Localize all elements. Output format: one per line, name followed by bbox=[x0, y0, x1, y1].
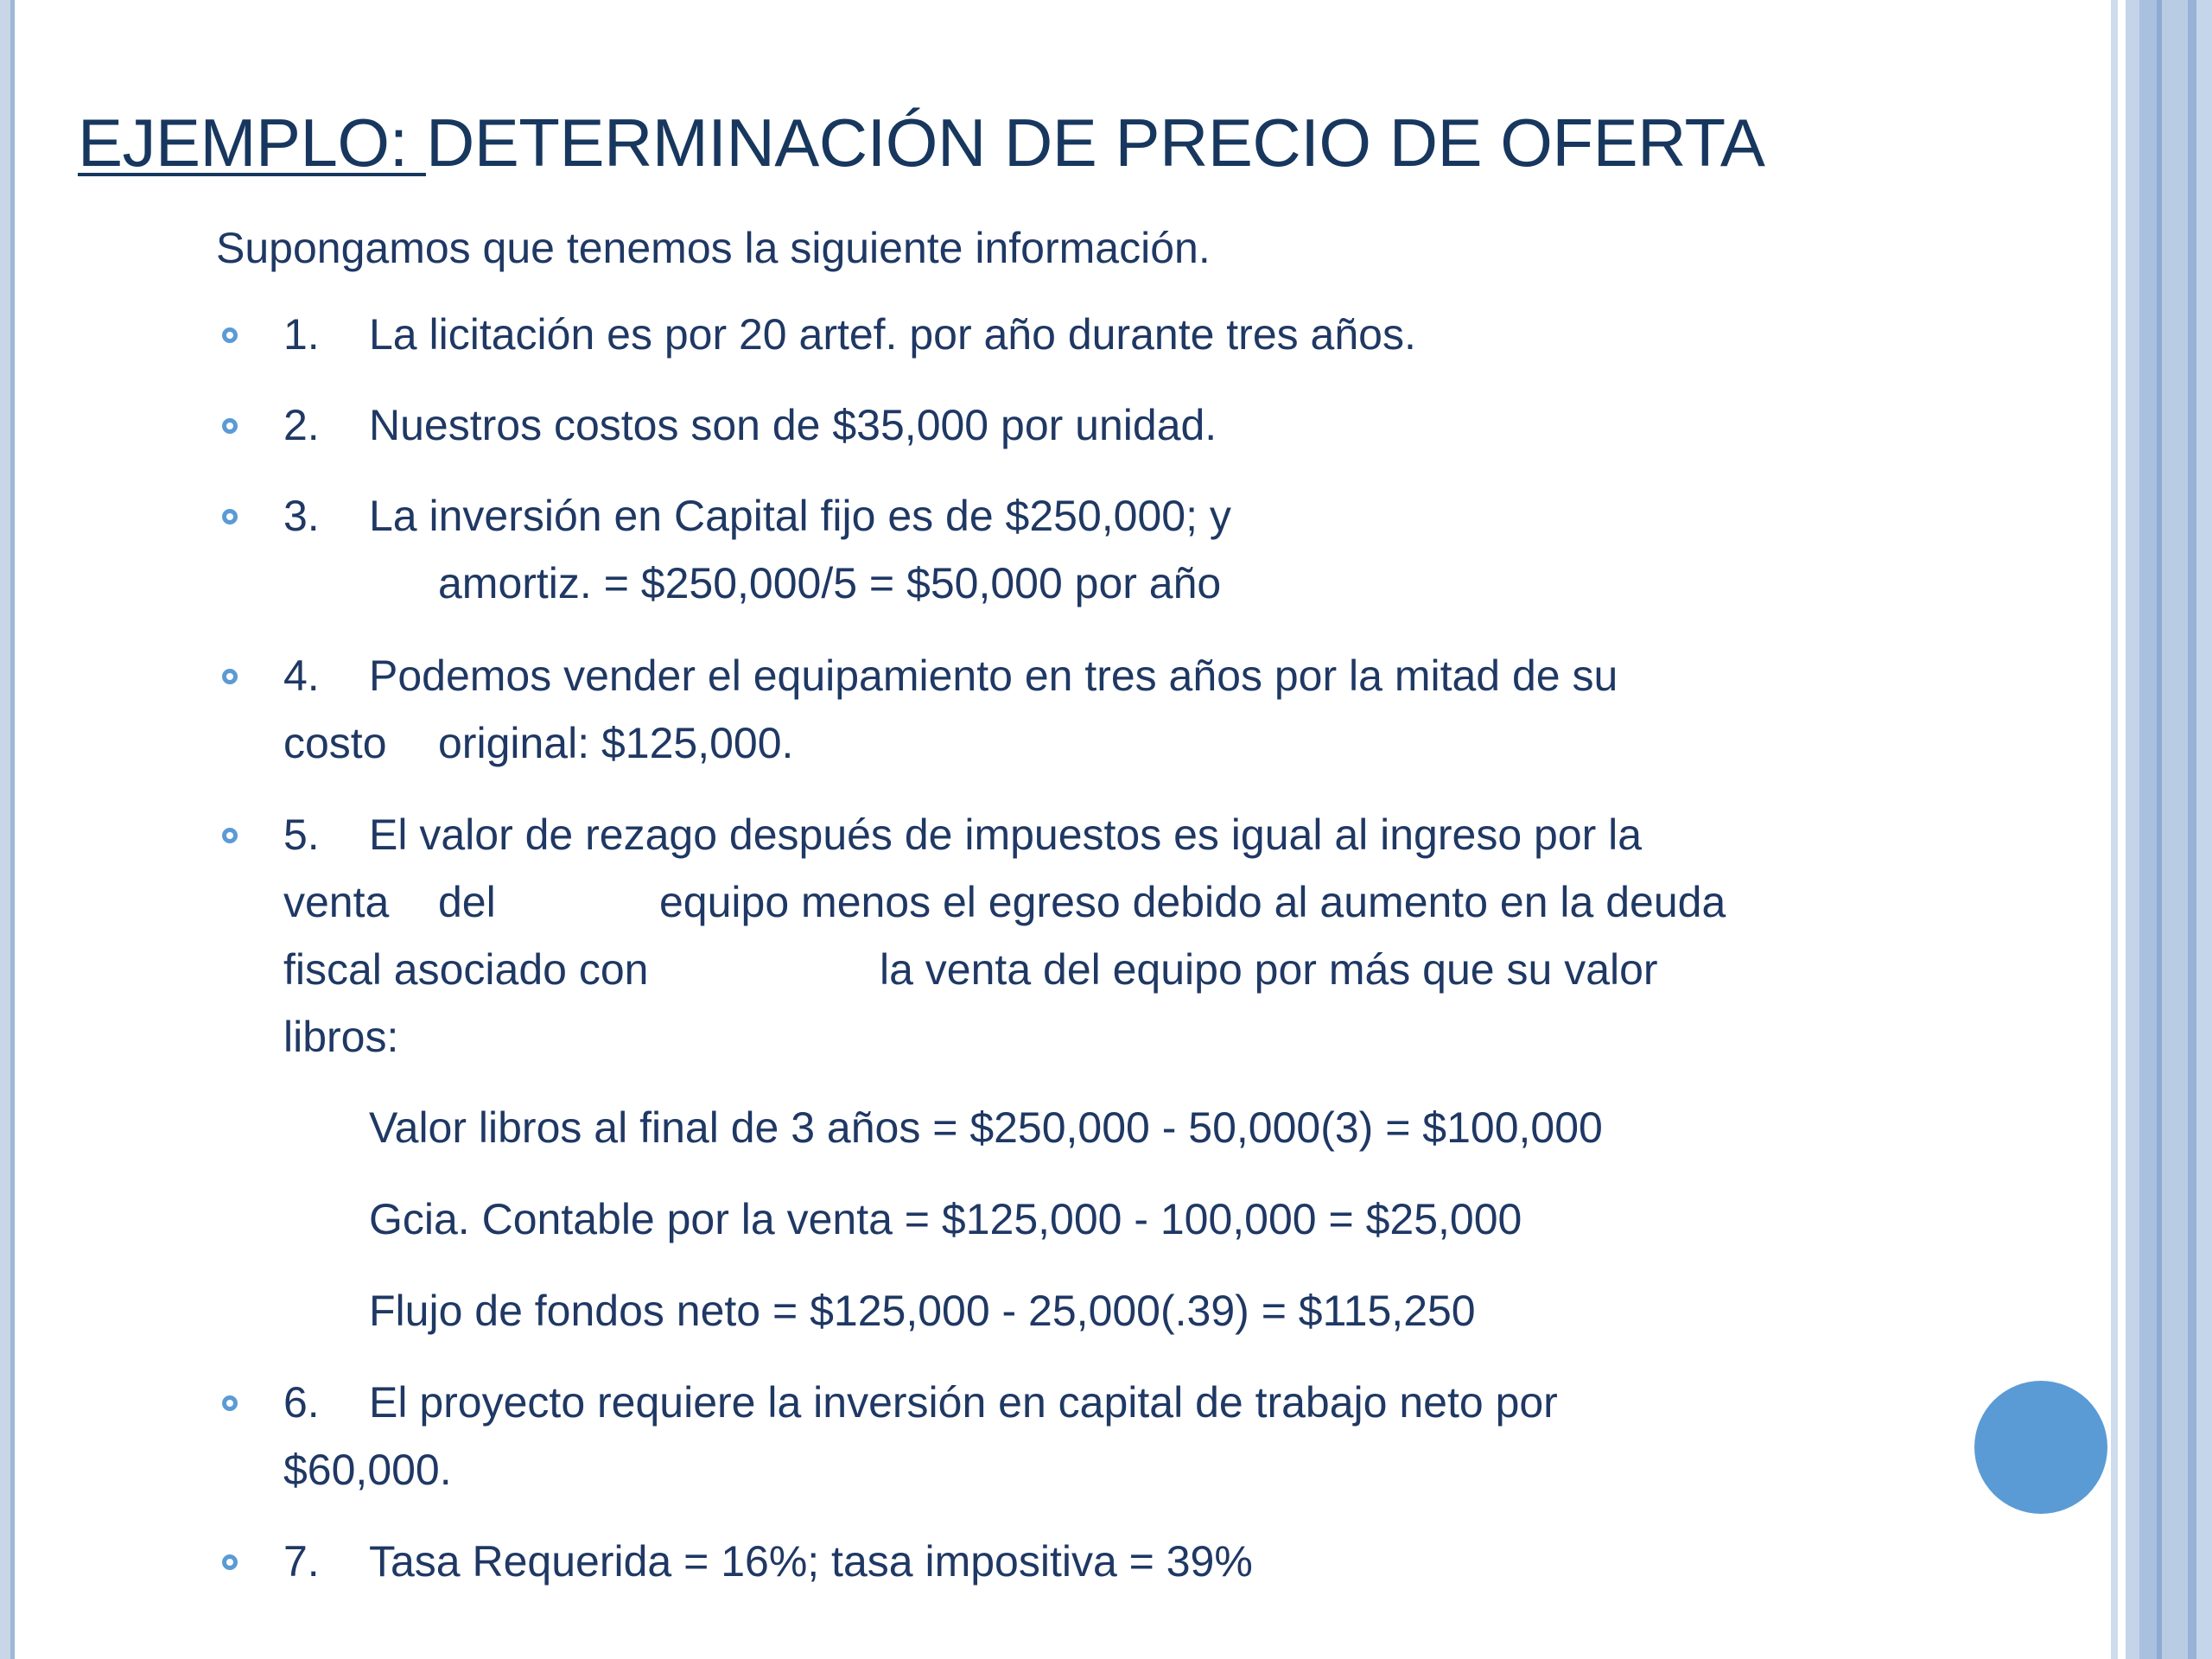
item-text-continuation: equipo menos el egreso debido al aumento en la deuda bbox=[659, 878, 1726, 926]
hollow-circle-bullet-icon bbox=[222, 669, 238, 684]
left-frame-stripe bbox=[0, 0, 10, 1659]
calc-line: Gcia. Contable por la venta = $125,000 - 100,000 = $25,000 bbox=[369, 1195, 1522, 1243]
right-frame-stripe bbox=[2162, 0, 2188, 1659]
item-text: Nuestros costos son de $35,000 por unidad. bbox=[369, 401, 1217, 449]
item-text-continuation: venta bbox=[283, 878, 390, 926]
calc-line: Valor libros al final de 3 años = $250,000 - 50,000(3) = $100,000 bbox=[369, 1103, 1603, 1152]
item-number: 5. bbox=[283, 810, 320, 859]
item-text: La inversión en Capital fijo es de $250,000; y bbox=[369, 492, 1231, 540]
hollow-circle-bullet-icon bbox=[222, 418, 238, 434]
right-frame-stripe bbox=[2111, 0, 2118, 1659]
slide-title-rest: DETERMINACIÓN DE PRECIO DE OFERTA bbox=[425, 105, 1765, 181]
item-text-continuation: la venta del equipo por más que su valor bbox=[880, 945, 1658, 994]
item-number: 4. bbox=[283, 652, 320, 700]
slide-title-underlined: EJEMPLO: bbox=[78, 105, 426, 181]
item-number: 3. bbox=[283, 492, 320, 540]
item-number: 1. bbox=[283, 310, 320, 359]
hollow-circle-bullet-icon bbox=[222, 828, 238, 843]
right-frame-stripe bbox=[2196, 0, 2212, 1659]
hollow-circle-bullet-icon bbox=[222, 509, 238, 524]
item-text-continuation: costo bbox=[283, 719, 387, 767]
item-text-continuation: original: $125,000. bbox=[438, 719, 794, 767]
right-frame-stripe bbox=[2126, 0, 2139, 1659]
calc-line: Flujo de fondos neto = $125,000 - 25,000(.39) = $115,250 bbox=[369, 1287, 1476, 1335]
item-text-continuation: fiscal asociado con bbox=[283, 945, 649, 994]
item-number: 2. bbox=[283, 401, 320, 449]
item-text: Tasa Requerida = 16%; tasa impositiva = 39% bbox=[369, 1537, 1253, 1586]
hollow-circle-bullet-icon bbox=[222, 1395, 238, 1411]
hollow-circle-bullet-icon bbox=[222, 1554, 238, 1570]
item-text: El valor de rezago después de impuestos es igual al ingreso por la bbox=[369, 810, 1643, 859]
item-number: 7. bbox=[283, 1537, 320, 1586]
item-text: La licitación es por 20 artef. por año durante tres años. bbox=[369, 310, 1416, 359]
item-number: 6. bbox=[283, 1378, 320, 1427]
left-frame-stripe-inner bbox=[10, 0, 15, 1659]
right-frame-stripe bbox=[2139, 0, 2157, 1659]
right-frame-stripe bbox=[2188, 0, 2196, 1659]
intro-text: Supongamos que tenemos la siguiente información. bbox=[216, 224, 1211, 272]
hollow-circle-bullet-icon bbox=[222, 327, 238, 343]
right-frame-gap bbox=[2118, 0, 2126, 1659]
item-text-continuation: amortiz. = $250,000/5 = $50,000 por año bbox=[438, 559, 1222, 607]
item-text-continuation: libros: bbox=[283, 1013, 399, 1061]
blue-circle-decoration bbox=[1974, 1381, 2107, 1514]
slide-title bbox=[78, 99, 1764, 186]
item-text-continuation: $60,000. bbox=[283, 1446, 452, 1494]
item-text: Podemos vender el equipamiento en tres años por la mitad de su bbox=[369, 652, 1618, 700]
item-text: El proyecto requiere la inversión en capital de trabajo neto por bbox=[369, 1378, 1558, 1427]
item-text-continuation: del bbox=[438, 878, 496, 926]
